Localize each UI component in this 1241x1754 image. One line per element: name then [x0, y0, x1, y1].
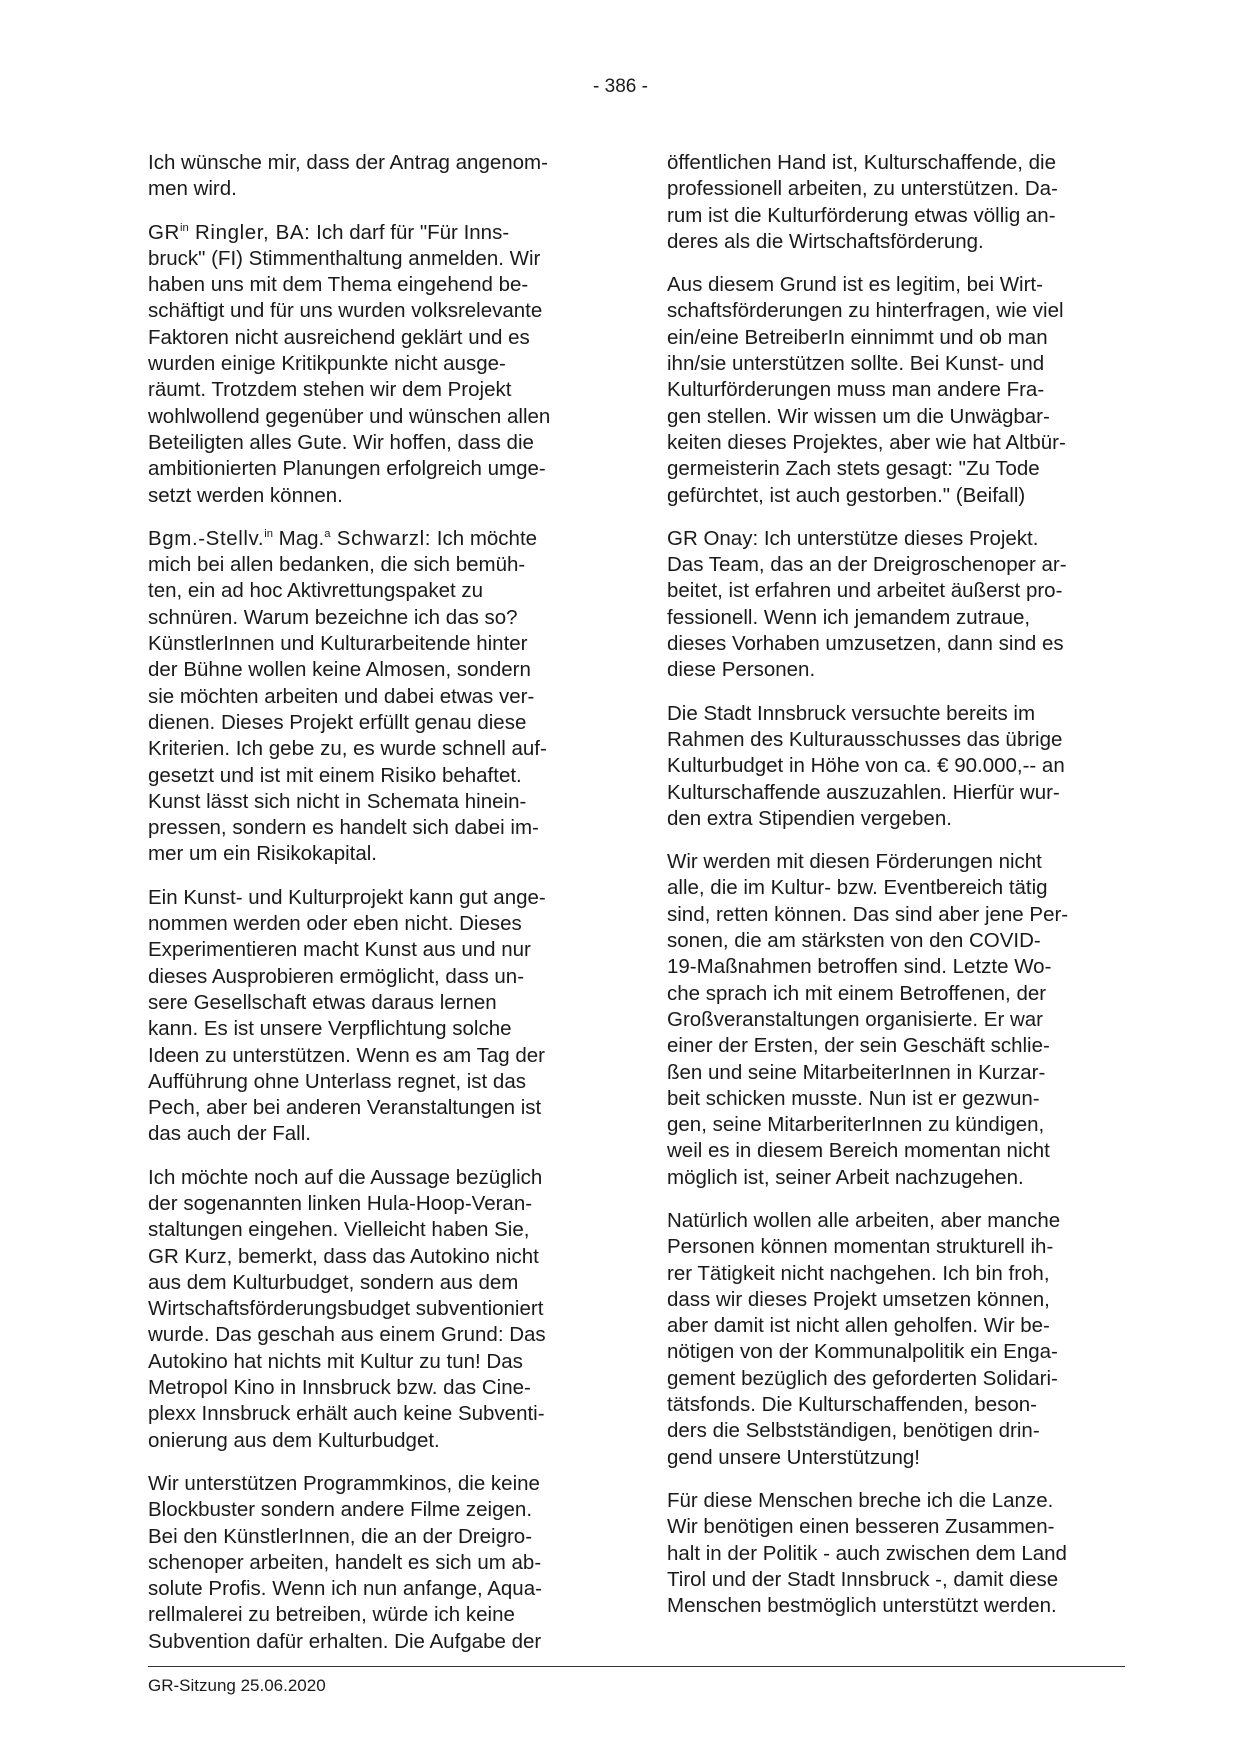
- paragraph: Die Stadt Innsbruck versuchte bereits im Rahmen des Kulturausschusses das übrige Kulturbudget in Höhe von ca. € 90.000,-- an Kulturschaffende auszuzahlen. Hierfür wur- den extra Stipendien vergeben.: [667, 701, 1065, 830]
- right-column: [667, 150, 1122, 1619]
- paragraph: Für diese Menschen breche ich die Lanze. Wir benötigen einen besseren Zusammen- halt in der Politik - auch zwischen dem Land Tirol und der Stadt Innsbruck -, damit diese Menschen bestmöglich unterstützt werden.: [667, 1488, 1067, 1618]
- speech-text: Ich möchte mich bei allen bedanken, die sich bemüh- ten, ein ad hoc Aktivrettungspaket zu schnüren. Warum bezeichne ich das so? KünstlerInnen und Kulturarbeitende hinter der Bühne wollen keine Almosen, sondern sie möchten arbeiten und dabei etwas ver- dienen. Dieses Projekt erfüllt genau diese Kriterien. Ich gebe zu, es wurde schnell auf- gesetzt und ist mit einem Risiko behaftet. Kunst lässt sich nicht in Schemata hinein- pressen, sondern es handelt sich dabei im- mer um ein Risikokapital.: [148, 526, 547, 866]
- paragraph: Ich möchte noch auf die Aussage bezüglich der sogenannten linken Hula-Hoop-Veran- staltungen eingehen. Vielleicht haben Sie, GR Kurz, bemerkt, dass das Autokino nicht aus dem Kulturbudget, sondern aus dem Wirtschaftsförderungsbudget subventioniert wurde. Das geschah aus einem Grund: Das Autokino hat nichts mit Kultur zu tun! Das Metropol Kino in Innsbruck bzw. das Cine- plexx Innsbruck erhält auch keine Subventi- onierung aus dem Kulturbudget.: [148, 1165, 546, 1452]
- footer-divider: [148, 1666, 1125, 1667]
- speaker-title: GR: [148, 220, 180, 244]
- speaker-name: GR Onay:: [667, 526, 759, 550]
- speech-text: Ich darf für "Für Inns- bruck" (FI) Stimmenthaltung anmelden. Wir haben uns mit dem Thema eingehend be- schäftigt und für uns wurden volksrelevante Faktoren nicht ausreichend geklärt und es wurden einige Kritikpunkte nicht ausge- räumt. Trotzdem stehen wir dem Projekt wohlwollend gegenüber und wünschen allen Beteiligten alles Gute. Wir hoffen, dass die ambitionierten Planungen erfolgreich umge- setzt werden können.: [148, 220, 551, 507]
- page-number: - 386 -: [593, 76, 648, 97]
- speech-text: Ich unterstütze dieses Projekt. Das Team, das an der Dreigroschenoper ar- beitet, ist erfahren und arbeitet äußerst pro- fessionell. Wenn ich jemandem zutraue, dieses Vorhaben umzusetzen, dann sind es diese Personen.: [667, 526, 1067, 682]
- speaker-title-suffix: in: [264, 528, 273, 541]
- speaker-degree: Mag.: [272, 526, 325, 550]
- speaker-degree-suffix: a: [324, 528, 331, 541]
- speech-paragraph-schwarzl: [148, 526, 603, 868]
- speaker-name: Schwarzl:: [330, 526, 432, 550]
- speaker-title: Bgm.-Stellv.: [148, 526, 265, 550]
- paragraph: Natürlich wollen alle arbeiten, aber manche Personen können momentan strukturell ih- rer Tätigkeit nicht nachgehen. Ich bin froh, dass wir dieses Projekt umsetzen können, aber damit ist nicht allen geholfen. Wir be- nötigen von der Kommunalpolitik ein Enga- gement bezüglich des geforderten Solidari- tätsfonds. Die Kulturschaffenden, beson- ders die Selbstständigen, benötigen drin- gend unsere Unterstützung!: [667, 1208, 1061, 1469]
- paragraph: öffentlichen Hand ist, Kulturschaffende, die professionell arbeiten, zu unterstützen. Da- rum ist die Kulturförderung etwas völlig an- deres als die Wirtschaftsförderung.: [667, 151, 1058, 253]
- paragraph: Wir werden mit diesen Förderungen nicht alle, die im Kultur- bzw. Eventbereich tätig sind, retten können. Das sind aber jene Per- sonen, die am stärksten von den COVID- 19-Maßnahmen betroffen sind. Letzte Wo- che sprach ich mit einem Betroffenen, der Großveranstaltungen organisierte. Er war einer der Ersten, der sein Geschäft schlie- ßen und seine MitarbeiterInnen in Kurzar- beit schicken musste. Nun ist er gezwun- gen, seine MitarberiterInnen zu kündigen, weil es in diesem Bereich momentan nicht möglich ist, seiner Arbeit nachzugehen.: [667, 850, 1069, 1189]
- speaker-title-suffix: in: [179, 221, 189, 234]
- paragraph: Aus diesem Grund ist es legitim, bei Wirt- schaftsförderungen zu hinterfragen, wie viel ein/eine BetreiberIn einnimmt und ob man ihn/sie unterstützen sollte. Bei Kunst- und Kulturförderungen muss man andere Fra- gen stellen. Wir wissen um die Unwägbar- keiten dieses Projektes, aber wie hat Altbür- germeisterin Zach stets gesagt: "Zu Tode gefürchtet, ist auch gestorben." (Beifall): [667, 273, 1066, 507]
- paragraph: Ein Kunst- und Kulturprojekt kann gut ange- nommen werden oder eben nicht. Dieses Experimentieren macht Kunst aus und nur dieses Ausprobieren ermöglicht, dass un- sere Gesellschaft etwas daraus lernen kann. Es ist unsere Verpflichtung solche Ideen zu unterstützen. Wenn es am Tag der Aufführung ohne Unterlass regnet, ist das Pech, aber bei anderen Veranstaltungen ist das auch der Fall.: [148, 885, 546, 1146]
- speech-paragraph-ringler: [148, 220, 603, 509]
- speaker-name: Ringler, BA:: [188, 220, 311, 244]
- paragraph: Wir unterstützen Programmkinos, die keine Blockbuster sondern andere Filme zeigen. Bei den KünstlerInnen, die an der Dreigro- schenoper arbeiten, handelt es sich um ab- solute Profis. Wenn ich nun anfange, Aqua- rellmalerei zu betreiben, würde ich keine Subvention dafür erhalten. Die Aufgabe der: [148, 1471, 542, 1653]
- footer-session-date: GR-Sitzung 25.06.2020: [148, 1676, 326, 1695]
- paragraph: Ich wünsche mir, dass der Antrag angenom- men wird.: [148, 151, 548, 201]
- speech-paragraph-onay: [667, 526, 1122, 684]
- left-column: [148, 150, 603, 1655]
